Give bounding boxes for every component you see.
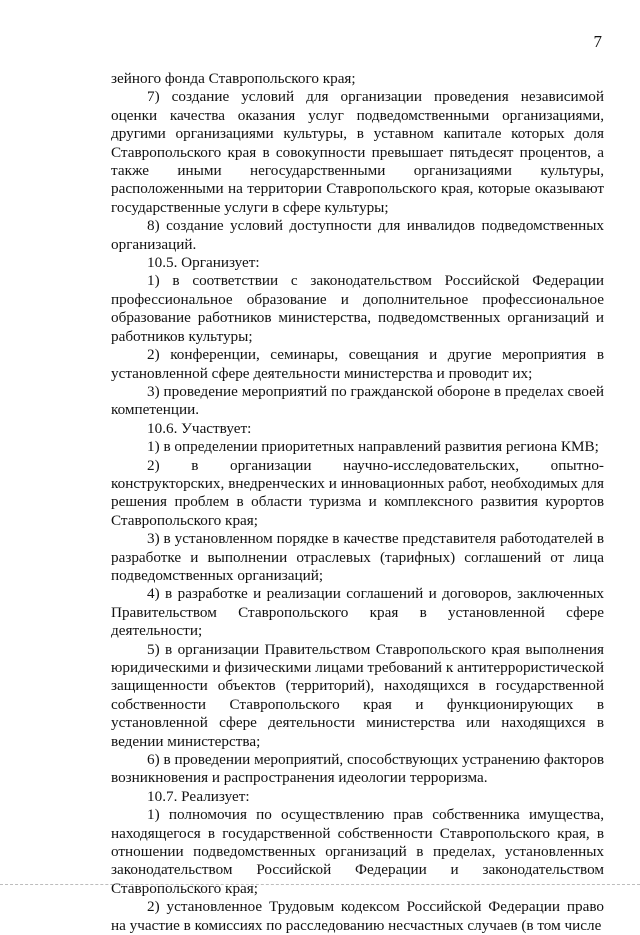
paragraph: 4) в разработке и реализации соглашений и договоров, заключенных Правительством Ставропольского края в установленной сфере деятельности; (111, 585, 604, 640)
paragraph: 2) установленное Трудовым кодексом Российской Федерации право на участие в комиссиях по расследованию несчастных случаев (в том числе (111, 898, 604, 934)
paragraph: зейного фонда Ставропольского края; (111, 70, 356, 87)
paragraph: 2) в организации научно-исследовательских, опытно-конструкторских, внедренческих и инновационных работ, необходимых для решения проблем в области туризма и комплексного развития курортов Ставропольского края; (111, 456, 604, 529)
page-number: 7 (593, 32, 602, 51)
section-heading: 10.5. Организует: (147, 254, 260, 272)
paragraph: 7) создание условий для организации проведения независимой оценки качества оказания услуг подведомственными организациями, другими организациями культуры, в уставном капитале которых доля Ставропольского края в совокупности превышает пятьдесят процентов, а также иными негосударственными организациями культуры, расположенными на территории Ставропольского края, которые оказывают государственные услуги в сфере культуры; (111, 88, 604, 216)
section-heading: 10.7. Реализует: (147, 787, 250, 805)
paragraph: 8) создание условий доступности для инвалидов подведомственных организаций. (111, 217, 604, 253)
paragraph: 3) в установленном порядке в качестве представителя работодателей в разработке и выполнении отраслевых (тарифных) соглашений от лица подведомственных организаций; (111, 530, 604, 584)
paragraph: 5) в организации Правительством Ставропольского края выполнения юридическими и физическими лицами требований к антитеррористической защищенности объектов (территорий), находящихся в государственной собственности Ставропольского края и функционирующих в установленной сфере деятельности министерства или находящихся в ведении министерства; (111, 640, 604, 750)
paragraph: 1) в соответствии с законодательством Российской Федерации профессиональное образование и дополнительное профессиональное образование работников министерства, подведомственных организаций и работников культуры; (111, 272, 604, 345)
document-body (111, 70, 604, 935)
paragraph: 2) конференции, семинары, совещания и другие мероприятия в установленной сфере деятельности министерства и проводит их; (111, 346, 604, 382)
section-heading: 10.6. Участвует: (147, 419, 252, 437)
scan-edge-rule (0, 884, 640, 885)
paragraph: 6) в проведении мероприятий, способствующих устранению факторов возникновения и распространения идеологии терроризма. (111, 751, 604, 787)
paragraph: 1) в определении приоритетных направлений развития региона КМВ; (147, 438, 599, 456)
paragraph: 1) полномочия по осуществлению прав собственника имущества, находящегося в государственной собственности Ставропольского края, в отношении подведомственных организаций в пределах, установленных законодательством Российской Федерации и законодательством Ставропольского края; (111, 806, 604, 897)
paragraph: 3) проведение мероприятий по гражданской обороне в пределах своей компетенции. (111, 382, 604, 419)
